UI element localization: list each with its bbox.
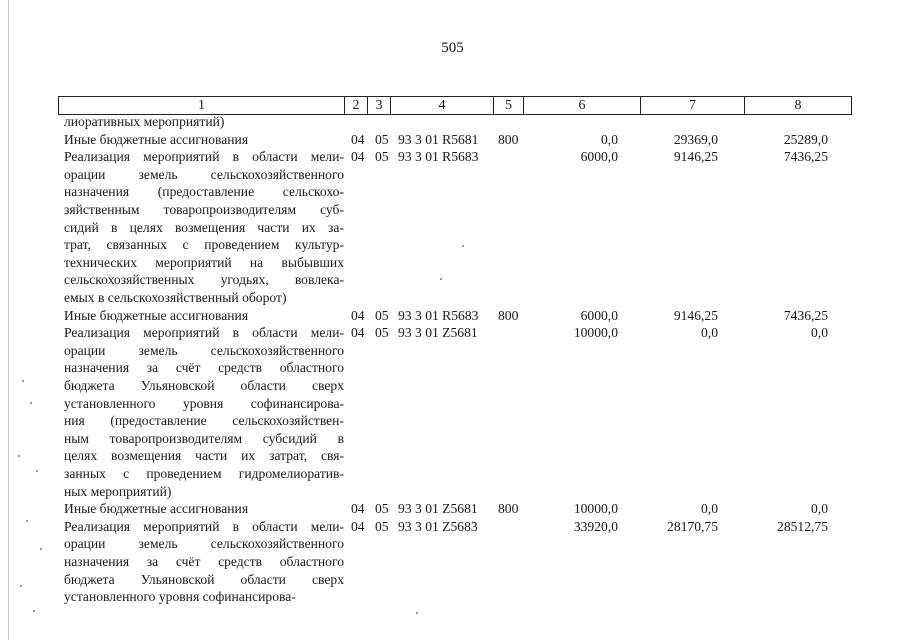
amount-col-8: 25289,0 bbox=[783, 131, 828, 147]
expense-type-code: 800 bbox=[498, 307, 519, 323]
ministry-code: 04 bbox=[351, 307, 365, 323]
expense-type-code: 800 bbox=[498, 131, 519, 147]
amount-col-6: 6000,0 bbox=[580, 149, 618, 165]
row-description bbox=[64, 324, 344, 500]
description-line: Иные бюджетные ассигнования bbox=[64, 501, 249, 517]
header-col-7: 7 bbox=[641, 97, 745, 114]
ministry-code: 04 bbox=[351, 325, 365, 341]
section-code: 05 bbox=[375, 325, 389, 341]
description-line: Реализация мероприятий в области мели- bbox=[64, 518, 344, 534]
header-col-3: 3 bbox=[368, 97, 391, 114]
description-line: назначения за счёт средств областного bbox=[64, 553, 344, 569]
table-row bbox=[0, 324, 905, 500]
description-line: орации земель сельскохозяйственного bbox=[64, 166, 344, 182]
table-row bbox=[0, 113, 905, 131]
header-col-6: 6 bbox=[524, 97, 641, 114]
description-line: ния (предоставление сельскохозяйствен- bbox=[64, 413, 344, 429]
amount-col-7: 29369,0 bbox=[673, 131, 718, 147]
description-line: установленного уровня софинансирова- bbox=[64, 589, 296, 605]
header-col-5: 5 bbox=[494, 97, 524, 114]
description-line: Реализация мероприятий в области мели- bbox=[64, 149, 344, 165]
amount-col-7: 9146,25 bbox=[673, 307, 718, 323]
row-description bbox=[64, 131, 344, 149]
target-article-code: 93 3 01 Z5681 bbox=[398, 325, 478, 341]
amount-col-6: 33920,0 bbox=[573, 518, 618, 534]
description-line: зяйственным товаропроизводителям суб- bbox=[64, 201, 344, 217]
row-description bbox=[64, 148, 344, 306]
amount-col-6: 6000,0 bbox=[580, 307, 618, 323]
table-row bbox=[0, 518, 905, 606]
description-line: трат, связанных с проведением культур- bbox=[64, 237, 344, 253]
table-row bbox=[0, 500, 905, 518]
section-code: 05 bbox=[375, 149, 389, 165]
target-article-code: 93 3 01 Z5681 bbox=[398, 501, 478, 517]
description-line: емых в сельскохозяйственный оборот) bbox=[64, 289, 287, 305]
ministry-code: 04 bbox=[351, 149, 365, 165]
table-row bbox=[0, 148, 905, 306]
header-col-1: 1 bbox=[59, 97, 345, 114]
page-number: 505 bbox=[441, 40, 464, 56]
description-line: Иные бюджетные ассигнования bbox=[64, 131, 249, 147]
amount-col-6: 10000,0 bbox=[573, 325, 618, 341]
amount-col-8: 0,0 bbox=[811, 501, 828, 517]
amount-col-7: 0,0 bbox=[701, 501, 718, 517]
description-line: ных мероприятий) bbox=[64, 483, 172, 499]
amount-col-8: 7436,25 bbox=[783, 307, 828, 323]
description-line: сельскохозяйственных угодьях, вовлека- bbox=[64, 272, 344, 288]
description-line: ным товаропроизводителям субсидий в bbox=[64, 430, 344, 446]
description-line: сидий в целях возмещения части их за- bbox=[64, 219, 344, 235]
description-line: Иные бюджетные ассигнования bbox=[64, 307, 249, 323]
amount-col-6: 10000,0 bbox=[573, 501, 618, 517]
description-line: Реализация мероприятий в области мели- bbox=[64, 325, 344, 341]
row-description bbox=[64, 500, 344, 518]
section-code: 05 bbox=[375, 501, 389, 517]
header-col-4: 4 bbox=[391, 97, 494, 114]
description-line: орации земель сельскохозяйственного bbox=[64, 536, 344, 552]
description-line: целях возмещения части их затрат, свя- bbox=[64, 448, 344, 464]
description-line: орации земель сельскохозяйственного bbox=[64, 342, 344, 358]
row-description bbox=[64, 518, 344, 606]
section-code: 05 bbox=[375, 307, 389, 323]
description-line: бюджета Ульяновской области сверх bbox=[64, 571, 344, 587]
row-description bbox=[64, 113, 344, 131]
amount-col-7: 9146,25 bbox=[673, 149, 718, 165]
amount-col-8: 7436,25 bbox=[783, 149, 828, 165]
target-article-code: 93 3 01 Z5683 bbox=[398, 518, 478, 534]
table-row bbox=[0, 131, 905, 149]
amount-col-7: 28170,75 bbox=[667, 518, 718, 534]
header-col-8: 8 bbox=[794, 98, 802, 113]
amount-col-8: 0,0 bbox=[811, 325, 828, 341]
description-line: установленного уровня софинансирова- bbox=[64, 395, 344, 411]
section-code: 05 bbox=[375, 518, 389, 534]
target-article-code: 93 3 01 R5683 bbox=[398, 149, 479, 165]
table-row bbox=[0, 307, 905, 325]
header-col-2: 2 bbox=[345, 97, 368, 114]
description-line: технических мероприятий на выбывших bbox=[64, 254, 344, 270]
ministry-code: 04 bbox=[351, 518, 365, 534]
description-line: назначения (предоставление сельскохо- bbox=[64, 184, 344, 200]
amount-col-6: 0,0 bbox=[601, 131, 618, 147]
description-line: бюджета Ульяновской области сверх bbox=[64, 377, 344, 393]
row-description bbox=[64, 307, 344, 325]
expense-type-code: 800 bbox=[498, 501, 519, 517]
amount-col-8: 28512,75 bbox=[777, 518, 828, 534]
description-line: лиоративных мероприятий) bbox=[64, 114, 225, 129]
section-code: 05 bbox=[375, 131, 389, 147]
description-line: назначения за счёт средств областного bbox=[64, 360, 344, 376]
table-body bbox=[0, 113, 905, 606]
amount-col-7: 0,0 bbox=[701, 325, 718, 341]
target-article-code: 93 3 01 R5681 bbox=[398, 131, 479, 147]
target-article-code: 93 3 01 R5683 bbox=[398, 307, 479, 323]
ministry-code: 04 bbox=[351, 501, 365, 517]
description-line: занных с проведением гидромелиоратив- bbox=[64, 465, 344, 481]
ministry-code: 04 bbox=[351, 131, 365, 147]
